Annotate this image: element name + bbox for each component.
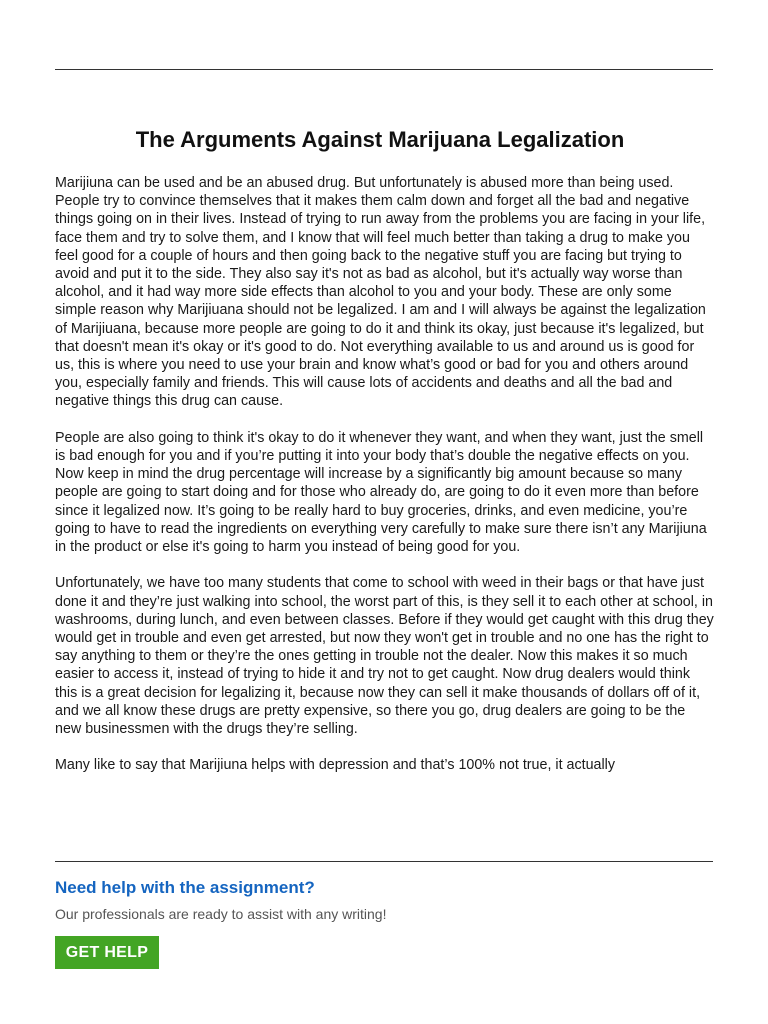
help-heading: Need help with the assignment? <box>55 878 315 897</box>
bottom-divider <box>55 861 713 862</box>
top-divider <box>55 69 713 70</box>
document-title: The Arguments Against Marijuana Legalization <box>135 127 625 152</box>
help-subtext: Our professionals are ready to assist with any writing! <box>55 906 387 922</box>
paragraph-1: Marijiuna can be used and be an abused drug. But unfortunately is abused more than being used. People try to convince themselves that it makes them calm down and forget all the bad and negative things going on in their lives. Instead of trying to run away from the problems you are facing in your life, face them and try to solve them, and I know that will feel much better than taking a drug to make you feel good for a couple of hours and then going back to the negative stuff you are facing but trying to avoid and put it to the side. They also say it's not as bad as alcohol, but it's actually way worse than alcohol, and it had way more side effects than alcohol to you and your body. These are only some simple reason why Marijiuana should not be legalized. I am and I will always be against the legalization of Marijiuana, because more people are going to do it and think its okay, just because it's legalized, but that doesn't mean it's okay or it's good to do. Not everything available to us and around us is good for us, this is where you need to use your brain and know what’s good or bad for you and others around you, especially family and friends. This will cause lots of accidents and deaths and all the bad and negative things this drug can cause. <box>55 175 706 410</box>
paragraph-3: Unfortunately, we have too many students that come to school with weed in their bags or that have just done it and they’re just walking into school, the worst part of this, is they sell it to each other at school, in washrooms, during lunch, and even between classes. Before if they would get caught with this drug they would get in trouble and even get arrested, but now they won't get in trouble and no one has the right to say anything to them or they’re the ones getting in trouble not the dealer. Now this makes it so much easier to access it, instead of trying to hide it and try not to get caught. Now drug dealers would think this is a great decision for legalizing it, because now they can sell it make thousands of dollars off of it, and we all know these drugs are pretty expensive, so there you go, drug dealers are going to be the new businessmen with the drugs they’re selling. <box>55 575 714 738</box>
get-help-button[interactable]: GET HELP <box>55 936 159 969</box>
paragraph-2: People are also going to think it's okay to do it whenever they want, and when they want, just the smell is bad enough for you and if you’re putting it into your body that’s double the negative effects on you. Now keep in mind the drug percentage will increase by a significantly big amount because so many people are going to start doing and for those who already do, are going to do it even more than before since it legalized now. It’s going to be really hard to buy groceries, drinks, and even medicine, you’re going to have to read the ingredients on everything very carefully to make sure there isn’t any Marijiuna in the product or else it's going to harm you instead of being good for you. <box>55 429 707 556</box>
paragraph-4: Many like to say that Marijiuna helps with depression and that’s 100% not true, it actually <box>55 757 616 774</box>
document-body <box>55 174 715 793</box>
